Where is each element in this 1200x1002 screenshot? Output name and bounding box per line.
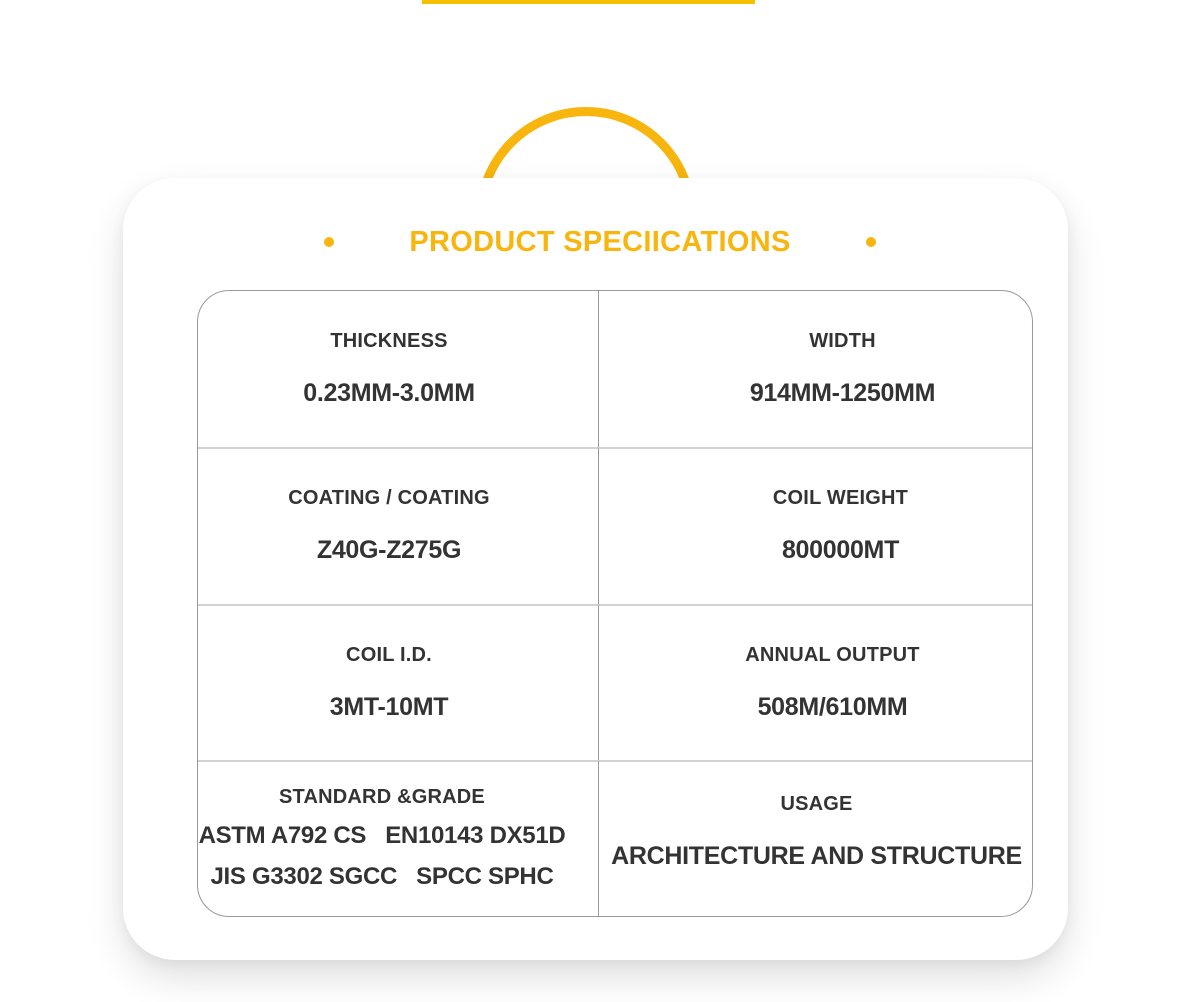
spec-label: STANDARD &GRADE <box>279 786 485 809</box>
spec-card <box>123 178 1068 960</box>
spec-cell-width <box>599 291 1032 447</box>
spec-cell-coil-weight <box>599 447 1032 603</box>
spec-table <box>197 290 1033 917</box>
spec-label: COIL I.D. <box>346 643 432 666</box>
spec-value: ASTM A792 CS EN10143 DX51D <box>198 822 566 850</box>
bullet-dot-icon <box>324 237 334 247</box>
spec-label: WIDTH <box>809 330 876 353</box>
spec-cell-annual-output <box>599 604 1032 760</box>
spec-label: COIL WEIGHT <box>772 487 909 510</box>
section-header <box>123 216 1068 268</box>
spec-value: Z40G-Z275G <box>316 536 462 565</box>
bullet-dot-icon <box>866 237 876 247</box>
spec-value: 3MT-10MT <box>329 692 449 721</box>
spec-value: 508M/610MM <box>757 692 908 721</box>
spec-value: 914MM-1250MM <box>749 379 936 408</box>
top-divider-line <box>422 0 755 4</box>
spec-label: ANNUAL OUTPUT <box>745 643 920 666</box>
spec-label: THICKNESS <box>330 330 448 353</box>
spec-cell-standard-grade <box>198 760 599 916</box>
spec-value: 0.23MM-3.0MM <box>303 379 475 408</box>
spec-cell-coil-id <box>198 604 599 760</box>
spec-cell-coating <box>198 447 599 603</box>
spec-cell-thickness <box>198 291 599 447</box>
spec-label: COATING / COATING <box>288 487 490 510</box>
section-title: PRODUCT SPECIICATIONS <box>409 225 791 258</box>
spec-label: USAGE <box>780 792 853 815</box>
spec-value: JIS G3302 SGCC SPCC SPHC <box>210 863 554 891</box>
spec-value: ARCHITECTURE AND STRUCTURE <box>611 841 1022 870</box>
spec-value: 800000MT <box>781 536 900 565</box>
spec-cell-usage <box>599 760 1032 916</box>
